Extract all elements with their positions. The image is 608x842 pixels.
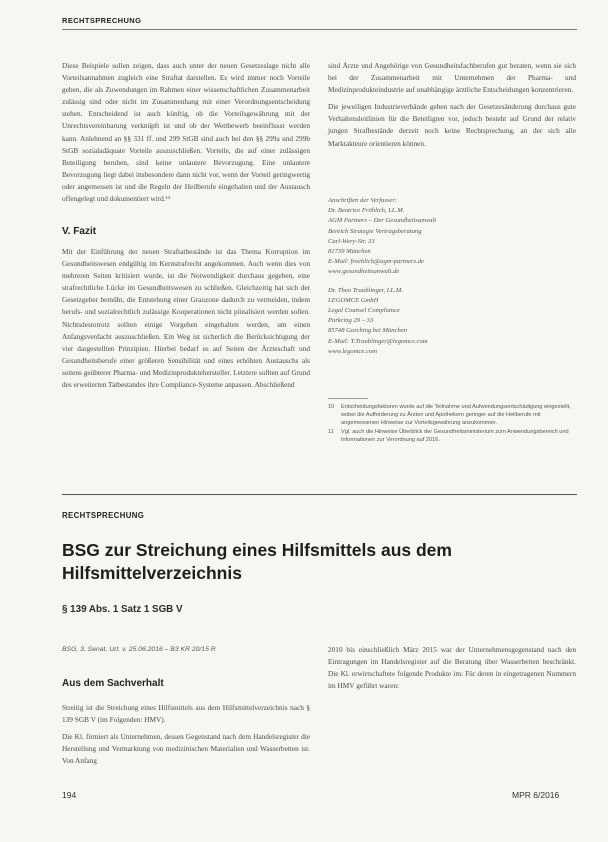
footnote-rule	[328, 398, 368, 399]
running-section-header: RECHTSPRECHUNG	[62, 16, 142, 25]
header-rule	[62, 29, 577, 30]
body-paragraph: 2010 bis einschließlich März 2015 war der Unternehmensgegenstand nach den Eintragungen im Handelsregister auf die Beratung über Wasserbetten beschränkt. Die Kl. erwirtschaftete folgende Produkte im: Für deren in eingetragenen Nummern im HMV geführt waren:	[328, 645, 576, 691]
body-paragraph: Mit der Einführung der neuen Straftatbestände ist das Thema Korruption im Gesundheitswesen endgültig im Kernstrafrecht angekommen. Auch wenn dies von mehreren Seiten kritisiert wurde, ist die Notwendigkeit durchaus gegeben, eine strafrechtliche Lücke im Gesundheitswesen zu schließen. Gleichzeitig hat sich der Gesetzgeber bemüht, die Entstehung einer Grauzone dadurch zu vermeiden, indem berufs- und sozialrechtlich zulässige Kooperationen nicht pönalisiert werden sollen. Nichtsdestotrotz sollten einige Vorgehen eingehalten werden, um einen Anfangsverdacht auszuschließen. Ein Weg ist sicherlich die Berücksichtigung der vier dargestellten Prinzipien. Hierbei bedarf es auf Seiten der Ärzteschaft und Gesundheitsberufe einer größeren Sensibilität und eines erhöhten Austauschs als seitens geübterer Pharma- und Medizinproduktehersteller. Letztere sollten auf Grund des erweiterten Tatbestandes ihre Compliance-Systeme anpassen. Abschließend	[62, 247, 310, 390]
footnote-number: 10	[328, 404, 335, 410]
author-addresses	[328, 196, 576, 365]
author-contact-1	[328, 196, 576, 278]
case-citation: BSG, 3. Senat, Urt. v. 25.06.2016 – B3 KR 20/15 R	[62, 646, 216, 653]
contact-line: E-Mail: T.Traublinger@legomce.com	[328, 337, 428, 345]
article-divider	[62, 494, 577, 495]
contact-line: E-Mail: froehlich@agm-partners.de	[328, 258, 424, 266]
fazit-column	[62, 246, 310, 396]
page-number: 194	[62, 790, 77, 800]
body-paragraph: Diese Beispiele sollen zeigen, dass auch unter der neuen Gesetzeslage nicht alle Vorteilsannahmen zugleich eine Straftat darstellen. Es wird immer noch Vorteile geben, die als Zuwendungen im Rahmen einer wissenschaftlichen Zusammenarbeit zulässig sind oder nicht im Zusammenhang mit einer Verordnungsentscheidung stehen. Entscheidend ist auch künftig, ob die Vorteilsgewährung mit der Unrechtsvereinbarung verknüpft ist und ob der Wettbewerb beeinflusst werden kann. Anlehnend an §§ 331 ff. und 299 StGB sind auch bei den §§ 299a und 299b StGB sozialadäquate Vorteile auszuschließen. Vorteile, die auf einer zulässigen Beteiligung beruhen, sind keine unlautere Bevorzugung. Eine unlautere Bevorzugung liegt dabei insbesondere dann nicht vor, wenn der Vorteil geringwertig oder angemessen ist und die Regeln der Heilberufe eingehalten und der Austausch offengelegt und dokumentiert wird.¹³	[62, 61, 310, 204]
footnote-text: Vgl. auch die Hinweise Überblick der Gesundheitsministerium zum Anwendungsbereich und Informationen zur Verordnung auf 2016.	[341, 429, 569, 444]
footnotes	[328, 404, 576, 447]
footnote	[328, 404, 576, 427]
bottom-left-column	[62, 702, 310, 772]
contact-line: Legal Counsel Compliance	[328, 307, 400, 315]
sachverhalt-heading: Aus dem Sachverhalt	[62, 678, 164, 689]
contact-line: AGM Partners – Der Gesundheitsanwalt	[328, 217, 437, 225]
top-right-column	[328, 60, 576, 155]
contact-line: Dr. Theo Traublinger, LL.M.	[328, 286, 403, 294]
body-paragraph: Streitig ist die Streichung eines Hilfsmittels aus dem Hilfsmittelverzeichnis nach § 139 SGB V (im Folgenden: HMV).	[62, 703, 310, 725]
section-label: RECHTSPRECHUNG	[62, 511, 145, 520]
author-contact-2	[328, 286, 576, 357]
body-paragraph: Die Kl. firmiert als Unternehmen, dessen Gegenstand nach dem Handelsregister die Herstellung und Vermarktung von medizinischen Materialien und Wasserbetten ist. Von Anfang	[62, 732, 310, 766]
footnote-text: Entscheidungsfaktoren wurde auf die Teilnahme und Aufwendungsentschädigung eingestellt, wobei die Aufforderung zu Ärzten und Apothekern geringer auf die Heilberufe mit angemessenen Hinweise zur Vorteilsgewährung anzukommen.	[341, 404, 571, 426]
article-subtitle: § 139 Abs. 1 Satz 1 SGB V	[62, 604, 183, 615]
bottom-right-column	[328, 644, 576, 697]
contact-line: Parkring 29 – 33	[328, 317, 374, 325]
contact-line: www.gesundheitsanwalt.de	[328, 268, 400, 276]
top-left-column	[62, 60, 310, 210]
contact-line: Bereich Strategie Vertragsberatung	[328, 227, 422, 235]
article-title: BSG zur Streichung eines Hilfsmittels aus dem Hilfsmittelverzeichnis	[62, 540, 452, 583]
contact-line: 85748 Garching bei München	[328, 327, 408, 335]
journal-issue: MPR 6/2016	[512, 790, 560, 800]
contact-line: Anschriften der Verfasser:	[328, 197, 398, 204]
contact-line: Dr. Beatrice Fröhlich, LL.M.	[328, 207, 405, 215]
footnote	[328, 429, 576, 445]
footnote-number: 11	[328, 429, 334, 436]
contact-line: www.legomce.com	[328, 347, 377, 355]
contact-line: LEGOMCE GmbH	[328, 296, 379, 304]
contact-line: 81739 München	[328, 248, 371, 256]
fazit-heading: V. Fazit	[62, 226, 97, 237]
body-paragraph: Die jeweiligen Industrieverbände geben nach der Gesetzesänderung durchaus gute Verhaltensleitlinien für die Beteiligten vor, jedoch besteht auf Grund der relativ jungen Strafbestände derzeit noch keine Rechtsprechung, an der sich alle Marktakteure orientieren können.	[328, 102, 576, 148]
body-paragraph: sind Ärzte und Angehörige von Gesundheitsfachberufen gut beraten, wenn sie sich bei der Zusammenarbeit mit Unternehmen der Pharma- und Medizinprodukteindustrie auf unabhängige ärztliche Entscheidungen konzentrieren.	[328, 61, 576, 95]
contact-line: Carl-Wery-Str. 33	[328, 237, 375, 245]
